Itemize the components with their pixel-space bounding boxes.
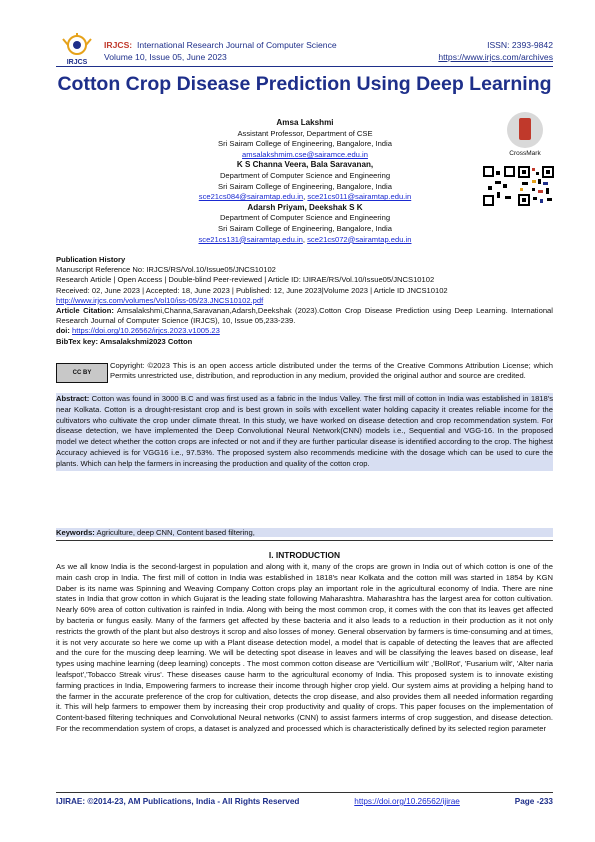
author-email-link[interactable]: sce21cs084@sairamtap.edu.in [198,192,304,202]
footer-copyright: IJIRAE: ©2014-23, AM Publications, India - All Rights Reserved [56,797,300,806]
publication-history-heading: Publication History [56,255,126,264]
cc-license-icon: CC BY [56,363,108,383]
qr-code-icon [483,166,515,206]
author-affiliation: Department of Computer Science and Engineering [219,213,391,223]
author-names: Adarsh Priyam, Deekshak S K [247,202,363,212]
author-email-link[interactable]: sce21cs011@sairamtap.edu.in [307,192,412,202]
copyright-notice: Copyright: ©2023 This is an open access article distributed under the terms of the Creative Commons Attribution License; which Permits unrestricted use, distribution, and reproduction in any medium, provided the original author and source are credited. [110,361,553,381]
header-divider [56,66,553,67]
publication-dates: Received: 02, June 2023 | Accepted: 18, June 2023 | Published: 12, June 2023|Volume 2023 | Article ID JNCS10102 [56,285,448,295]
journal-name: IRJCS: International Research Journal of Computer Science [104,40,337,50]
author-email-link[interactable]: amsalakshmim.cse@sairamce.edu.in [242,149,368,159]
page-footer [56,797,553,806]
crossmark-icon [507,112,543,148]
crossmark-badge[interactable] [500,112,550,157]
crossmark-label: CrossMark [509,150,541,157]
page-number: Page -233 [514,797,553,806]
author-affiliation: Sri Sairam College of Engineering, Bangalore, India [218,181,392,191]
author-affiliation: Department of Computer Science and Engineering [219,170,391,180]
bibtex-key: BibTex key: Amsalakshmi2023 Cotton [56,336,193,346]
author-email-link[interactable]: sce21cs131@sairamtap.edu.in [198,234,303,244]
pdf-link[interactable]: http://www.irjcs.com/volumes/Vol10/iss-05/23.JNCS10102.pdf [56,295,264,305]
volume-issue: Volume 10, Issue 05, June 2023 [104,52,227,62]
section-heading-introduction: I. INTRODUCTION [268,550,341,560]
article-citation: Article Citation: Amsalakshmi,Channa,Saravanan,Adarsh,Deekshak (2023).Cotton Crop Disease Prediction using Deep Learning. International Research Journal of Computer Science (IRJCS), 10, Issue 05,233-239. [56,306,553,326]
paper-title: Cotton Crop Disease Prediction Using Deep Learning [57,73,552,95]
author-affiliation: Assistant Professor, Department of CSE [237,128,373,138]
journal-logo [58,33,96,66]
doi-link[interactable]: https://doi.org/10.26562/irjcs.2023.v1005.23 [72,326,220,336]
article-type: Research Article | Open Access | Double-blind Peer-reviewed | Article ID: IJIRAE/RS/Vol.10/Issue05/JNCS10102 [56,275,435,285]
author-names: K S Channa Veera, Bala Saravanan, [236,160,374,170]
abstract-text: Cotton was found in 3000 B.C and was first used as a fabric in the Indus Valley. The first mill of cotton in India was established in 1818's near Kolkata. Cotton is a drought-resistant crop and is best grown in soils with excellent water holding capacity it creates reliable income for the cultivators who cultivate the crop under climate threat. In this study, we have worked on disease detection and crop recommendation system. For disease detection, we have implemented the Deep Convolutional Neural Network(CNN) models i.e., Sequential and VGG-16. In the proposed model we detect whether the cotton crops are infected or not and if they are further particular disease is identified according to the crop. The highest Accuracy achieved is for VGG16 i.e., 97.53%. The proposed system also recommends medicine with the dosage which can be used to cure the plants. Which can help the farmers in increasing the production and quality of the cotton crop. [56,394,553,468]
footer-divider [56,792,553,793]
author-email-link[interactable]: sce21cs072@sairamtap.edu.in [307,234,412,244]
author-affiliation: Sri Sairam College of Engineering, Bangalore, India [218,139,392,149]
abstract [56,393,553,471]
logo-text: IRJCS [66,59,88,66]
publication-history [56,255,553,347]
qr-code-icon [518,166,554,206]
section-divider [56,540,553,541]
keywords: Keywords: Agriculture, deep CNN, Content based filtering, [56,528,553,537]
issn: ISSN: 2393-9842 [487,40,553,50]
footer-doi-link[interactable]: https://doi.org/10.26562/ijirae [354,797,460,806]
journal-website-link[interactable]: https://www.irjcs.com/archives [438,52,553,62]
author-block: Amsa Lakshmi Assistant Professor, Department of CSE Sri Sairam College of Engineering, Bangalore, India amsalakshmim.cse@sairamce.edu.in K S Channa Veera, Bala Saravanan, Department of Computer Science and Engineering Sri Sairam College of Engineering, Bangalore, India sce21cs084@sairamtap.edu.in, sce21cs011@sairamtap.edu.in Adarsh Priyam, Deekshak S K Department of Computer Science and Engineering Sri Sairam College of Engineering, Bangalore, India sce21cs131@sairamtap.edu.in, sce21cs072@sairamtap.edu.in [150,118,460,245]
author-affiliation: Sri Sairam College of Engineering, Bangalore, India [218,223,392,233]
abstract-label: Abstract: [56,394,90,403]
introduction-text: As we all know India is the second-largest in population and along with it, many of the crops are grown in India out of which cotton is one of the main cash crop in India. The first mill of cotton in India was established in 1818's near Kolkata and the cotton mill was started in 1854 by KGN Daber is its name was Spinning and Weaving Company Cotton crops play an important role in the agricultural economy of India. There are nine states in India that grow cotton in which Gujarat is the leading state following Maharashtra. Maharashtra has the largest area for cotton cultivation. Nearly 60% area of cotton cultivation is rainfed in India. Along with being the most common crop, it comes with the con that its leaves get affected by bacteria or fungus easily. Many of the farmers get affected by these bacteria and it also leads to a reduction in their production as it not only restricts the growth of the plant but also destroys it scrop and also losses of money. General observation by farmers is time-consuming and at times, it is not very accurate so here we come up with a Plant disease detection model, a model that is capable of detecting the leaves that are affected and the cure for the muscing deep learning. We will be detecting spot disease in leaves and will be classifying the leaves based on disease, leaf types using machine learning (deep learning) concepts . The most common cotton disease are 'Verticillium wilt' ,'BollRot', 'Fusarium wilt', 'Alter naria leafspot','Tobacco Streak virus'. These diseases cause harm to the agricultural economy of India. This proposed system is to innovate existing farming practices in India, Empowering farmers to increase their income through higher crop yield. Our system aims at providing a helping hand to the farmer in the accurate preference of the crop for cultivation, detects the crop disease, and also provides them all needed information regarding it. This will help farmers to empower them by increasing their crop productivity and quality of crops. This paper focuses on the implementation of Content-based filtering techniques and Convolutional Neural networks (CNN) to assist farmers interms of crop suggestion, and disease detection. For the recommendation system of crops, a dataset is analyzed and processed which is characteristically defined by its selected region parameter [56,562,553,733]
doi-line: doi: https://doi.org/10.26562/irjcs.2023.v1005.23 [56,326,220,336]
author-names: Amsa Lakshmi [276,118,334,127]
manuscript-reference: Manuscript Reference No: IRJCS/RS/Vol.10/Issue05/JNCS10102 [56,265,276,275]
